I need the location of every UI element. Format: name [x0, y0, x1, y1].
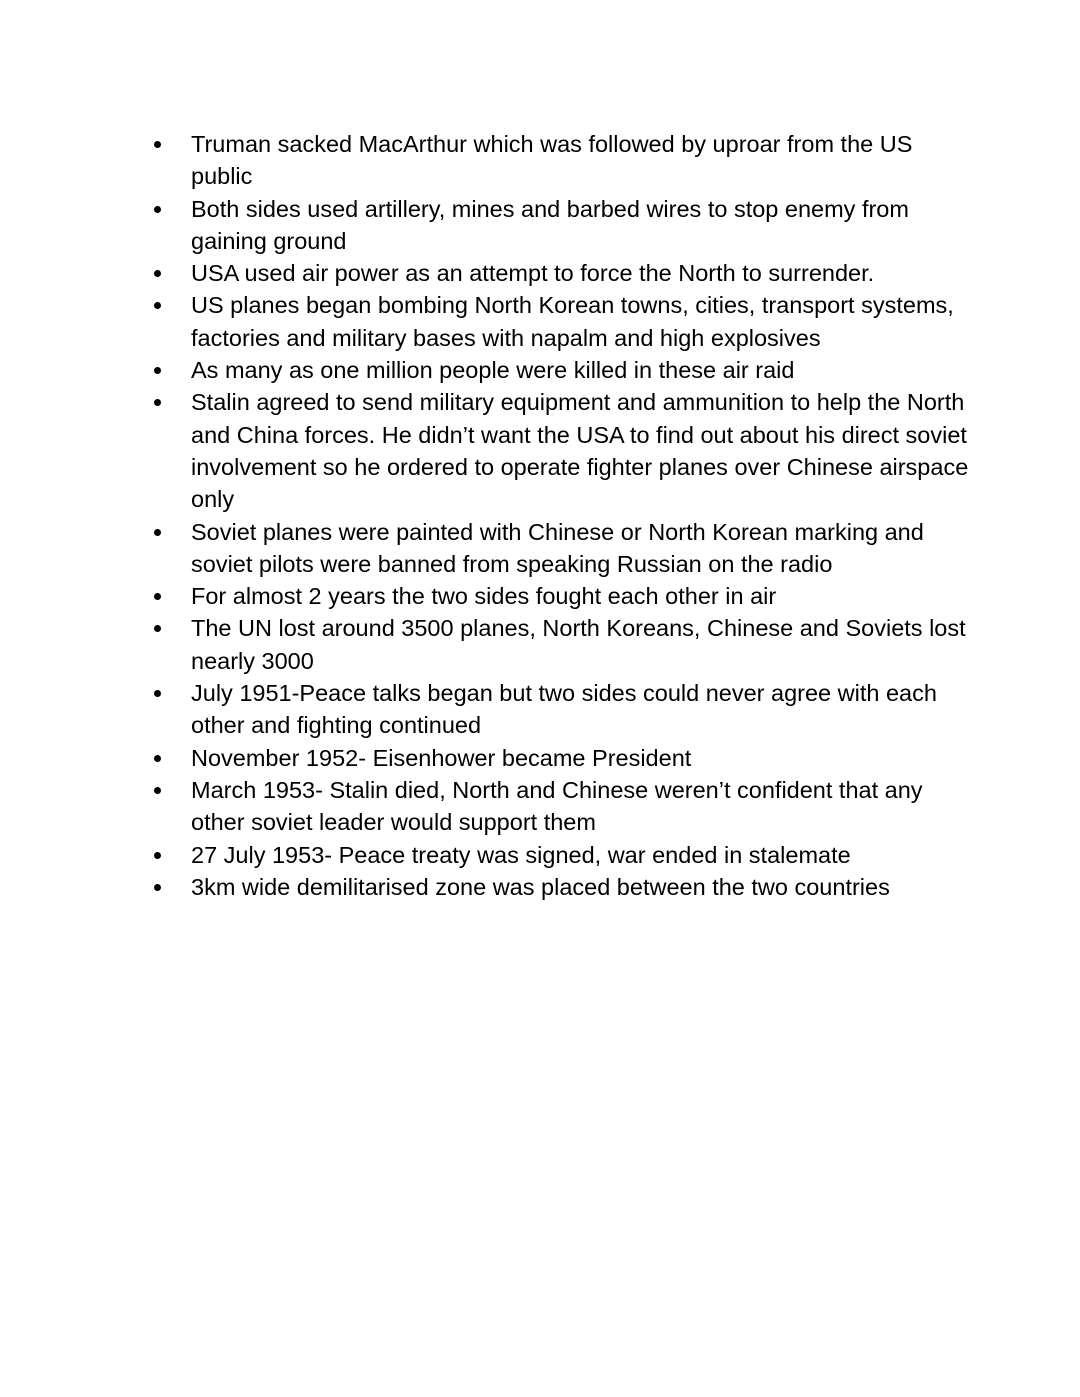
bullet-icon [154, 367, 161, 374]
bullet-icon [154, 206, 161, 213]
bullet-icon [154, 625, 161, 632]
bullet-icon [154, 690, 161, 697]
list-item-text: Stalin agreed to send military equipment and ammunition to help the North and China forces. He didn’t want the USA to find out about his direct soviet involvement so he ordered to operate fighter planes over Chinese airspace only [191, 389, 969, 513]
bullet-icon [154, 399, 161, 406]
list-item-text: The UN lost around 3500 planes, North Koreans, Chinese and Soviets lost nearly 3000 [191, 615, 966, 674]
list-item-text: US planes began bombing North Korean towns, cities, transport systems, factories and military bases with napalm and high explosives [191, 292, 954, 351]
list-item [150, 677, 970, 742]
list-item [150, 289, 970, 354]
list-item-text: March 1953- Stalin died, North and Chinese weren’t confident that any other soviet leader would support them [191, 776, 923, 836]
bullet-icon [154, 141, 161, 148]
list-item [150, 839, 970, 871]
bullet-list [150, 128, 970, 903]
list-item [150, 128, 970, 193]
list-item [150, 193, 970, 258]
list-item-text: As many as one million people were killed in these air raid [191, 357, 795, 384]
bullet-icon [154, 529, 161, 536]
list-item-text: USA used air power as an attempt to force the North to surrender. [191, 260, 875, 287]
list-item-text: 3km wide demilitarised zone was placed between the two countries [191, 873, 890, 900]
bullet-icon [154, 787, 161, 794]
list-item [150, 612, 970, 677]
bullet-icon [154, 270, 161, 277]
bullet-icon [154, 884, 161, 891]
list-item [150, 386, 970, 515]
bullet-icon [154, 852, 161, 859]
bullet-icon [154, 302, 161, 309]
list-item-text: Both sides used artillery, mines and barbed wires to stop enemy from gaining ground [191, 195, 909, 254]
list-item-text: Soviet planes were painted with Chinese or North Korean marking and soviet pilots were banned from speaking Russian on the radio [191, 518, 924, 577]
list-item [150, 742, 970, 774]
list-item-text: For almost 2 years the two sides fought each other in air [191, 583, 777, 610]
list-item [150, 354, 970, 386]
list-item-text: November 1952- Eisenhower became President [191, 744, 692, 771]
list-item-text: July 1951-Peace talks began but two sides could never agree with each other and fighting continued [191, 680, 937, 739]
bullet-icon [154, 593, 161, 600]
list-item [150, 580, 970, 612]
list-item [150, 257, 970, 289]
list-item-text: 27 July 1953- Peace treaty was signed, war ended in stalemate [191, 841, 851, 868]
bullet-icon [154, 755, 161, 762]
list-item [150, 516, 970, 581]
list-item-text: Truman sacked MacArthur which was followed by uproar from the US public [191, 131, 913, 190]
list-item [150, 871, 970, 903]
list-item [150, 774, 970, 839]
